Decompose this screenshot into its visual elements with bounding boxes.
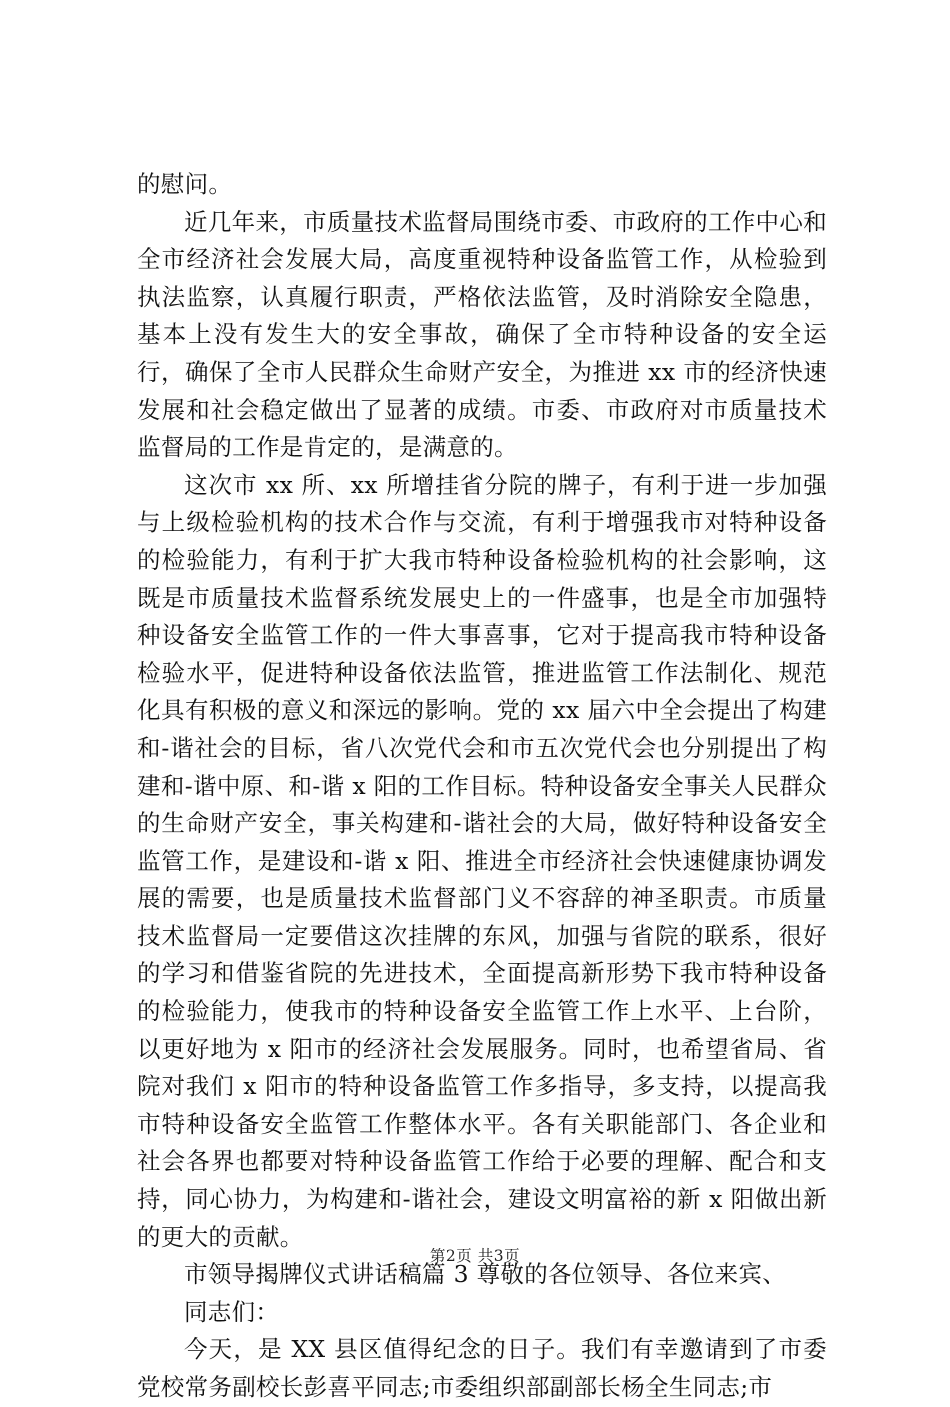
paragraph-continuation: 的慰问。 (137, 170, 233, 198)
paragraph-quality-supervision: 近几年来，市质量技术监督局围绕市委、市政府的工作中心和全市经济社会发展大局，高度重视特种设备监管工作，从检验到执法监察，认真履行职责，严格依法监管，及时消除安全隐患，基本上没有发生大的安全事故，确保了全市特种设备的安全运行，确保了全市人民群众生命财产安全，为推进 xx 市的经济快速发展和社会稳定做出了显著的成绩。市委、市政府对市质量技术监督局的工作是肯定的，是满意的。 (137, 207, 827, 462)
paragraph-speech-opening: 今天，是 XX 县区值得纪念的日子。我们有幸邀请到了市委党校常务副校长彭喜平同志;市委组织部副部长杨全生同志;市 (137, 1335, 827, 1401)
document-body (137, 166, 827, 1407)
paragraph-salutation: 同志们： (184, 1297, 280, 1326)
paragraph-speech-heading: 市领导揭牌仪式讲话稿篇 3 尊敬的各位领导、各位来宾、 (184, 1260, 786, 1289)
paragraph-plaque-significance: 这次市 xx 所、xx 所增挂省分院的牌子，有利于进一步加强与上级检验机构的技术合作与交流，有利于增强我市对特种设备的检验能力，有利于扩大我市特种设备检验机构的社会影响，这既是市质量技术监督系统发展史上的一件盛事，也是全市加强特种设备安全监管工作的一件大事喜事，它对于提高我市特种设备检验水平，促进特种设备依法监管，推进监管工作法制化、规范化具有积极的意义和深远的影响。党的 xx 届六中全会提出了构建和-谐社会的目标，省八次党代会和市五次党代会也分别提出了构建和-谐中原、和-谐 x 阳的工作目标。特种设备安全事关人民群众的生命财产安全，事关构建和-谐社会的大局，做好特种设备安全监管工作，是建设和-谐 x 阳、推进全市经济社会快速健康协调发展的需要，也是质量技术监督部门义不容辞的神圣职责。市质量技术监督局一定要借这次挂牌的东风，加强与省院的联系，很好的学习和借鉴省院的先进技术，全面提高新形势下我市特种设备的检验能力，使我市的特种设备安全监管工作上水平、上台阶，以更好地为 x 阳市的经济社会发展服务。同时，也希望省局、省院对我们 x 阳市的特种设备监管工作多指导，多支持，以提高我市特种设备安全监管工作整体水平。各有关职能部门、各企业和社会各界也都要对特种设备监管工作给于必要的理解、配合和支持，同心协力，为构建和-谐社会，建设文明富裕的新 x 阳做出新的更大的贡献。 (137, 470, 827, 1251)
page-number-footer: 第2页 共3页 (429, 1247, 521, 1265)
